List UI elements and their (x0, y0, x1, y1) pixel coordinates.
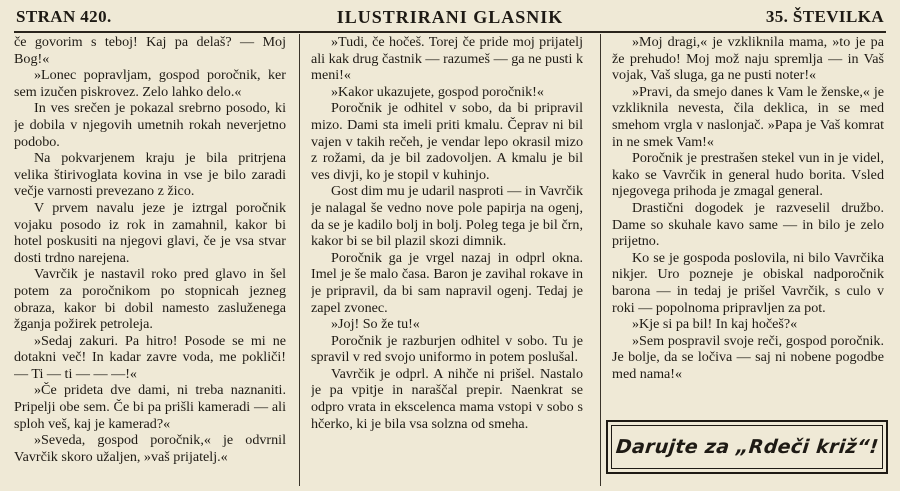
page-header (14, 5, 886, 33)
paragraph: Na pokvarjenem kraju je bila pritrjena velika štirivoglata kovina in vse je bilo zaradi večje varnosti prevezano z žico. (14, 150, 286, 200)
red-cross-advertisement (606, 420, 888, 474)
paragraph: Gost dim mu je udaril nasproti — in Vavrčik je nalagal še vedno nove pole papirja na ogenj, da se je kadilo bolj in bolj. Poleg tega je bil črn, kakor bi se bil plazil skozi dimnik. (311, 183, 583, 250)
paragraph: »Če prideta dve dami, ni treba naznaniti. Pripelji obe sem. Če bi pa prišli kameradi — ali sploh veš, kaj je kamerad?« (14, 382, 286, 432)
text-column-3 (612, 34, 884, 486)
paragraph: »Seveda, gospod poročnik,« je odvrnil Vavrčik skoro užaljen, »vaš prijatelj.« (14, 432, 286, 465)
text-column-1 (14, 34, 286, 486)
advertisement-text: Darujte za „Rdeči križ“! (614, 436, 880, 458)
paragraph: V prvem navalu jeze je iztrgal poročnik vojaku posodo iz rok in zamahnil, kakor bi hotel poskusiti na njegovi glavi, če je vsa stvar dosti trdno narejena. (14, 199, 286, 266)
column-divider (600, 34, 601, 486)
paragraph: »Moj dragi,« je vzkliknila mama, »to je pa že prehudo! Moj mož naju spremlja — in Vaš vojak, Vaš sluga, ga ne pusti noter!« (612, 34, 884, 84)
publication-title: ILUSTRIRANI GLASNIK (336, 7, 564, 27)
issue-number: 35. ŠTEVILKA (765, 7, 884, 26)
paragraph: Vavrčik je odprl. A nihče ni prišel. Nastalo je pa vpitje in naraščal prepir. Naenkrat se odpro vrata in ekscelenca mama vstopi v sobo s hčerko, ki je bila vsa solzna od smeha. (311, 365, 583, 432)
paragraph: Poročnik je odhitel v sobo, da bi pripravil mizo. Dami sta imeli priti kmalu. Čeprav ni bil vajen v takih rečeh, je vendar lepo okrasil mizo z rožami, da je bil zadovoljen. A kmalu je bil ves divji, ko je stopil v kuhinjo. (311, 100, 583, 183)
paragraph: »Sedaj zakuri. Pa hitro! Posode se mi ne dotakni več! In kadar zavre voda, me pokliči! — Ti — ti — — —!« (14, 332, 286, 382)
paragraph: Poročnik ga je vrgel nazaj in odprl okna. Imel je še malo časa. Baron je zavihal rokave in je pripravil, da bi sam napravil ogenj. Tedaj je zapel zvonec. (311, 249, 583, 316)
paragraph: »Tudi, če hočeš. Torej če pride moj prijatelj ali kak drug častnik — razumeš — ga ne pusti k meni!« (311, 34, 583, 84)
paragraph: Drastični dogodek je razveselil družbo. Dame so skuhale kavo same — in bilo je zelo prijetno. (612, 199, 884, 250)
paragraph: Ko se je gospoda poslovila, ni bilo Vavrčika nikjer. Uro pozneje je obiskal nadporočnik barona — in tedaj je prišel Vavrčik, s culo v roki — popolnoma pripravljen za pot. (612, 249, 884, 316)
paragraph: In ves srečen je pokazal srebrno posodo, ki je dobila v njegovih umetnih rokah neverjetno podobo. (14, 100, 286, 150)
paragraph: Poročnik je prestrašen stekel vun in je videl, kako se Vavrčik in general hudo borita. Vsled njegovega prihoda je zmagal general. (612, 150, 884, 200)
paragraph: če govorim s teboj! Kaj pa delaš? — Moj Bog!« (14, 34, 286, 67)
text-column-2 (311, 34, 583, 486)
paragraph: »Lonec popravljam, gospod poročnik, ker sem izučen piskrovez. Zelo lahko delo.« (14, 67, 286, 100)
paragraph: »Joj! So že tu!« (331, 316, 420, 333)
page-number: STRAN 420. (16, 7, 112, 26)
column-divider (299, 34, 300, 486)
paragraph: Poročnik je razburjen odhitel v sobo. Tu je spravil v red svojo uniformo in potem poslušal. (311, 332, 583, 366)
paragraph: Vavrčik je nastavil roko pred glavo in šel potem za poročnikom po stopnicah jezneg obraza, kakor bi dobil namesto zasluženega žganja požirek petroleja. (14, 266, 286, 333)
paragraph: »Kakor ukazujete, gospod poročnik!« (331, 83, 544, 100)
paragraph: »Kje si pa bil! In kaj hočeš?« (632, 316, 798, 333)
paragraph: »Sem pospravil svoje reči, gospod poročnik. Je bolje, da se ločiva — saj ni nobene pogodbe med nama!« (612, 332, 884, 382)
paragraph: »Pravi, da smejo danes k Vam le ženske,« je vzkliknila nevesta, čila deklica, in se med smehom vrgla v naslonjač. »Papa je Vaš komrat in ne smek Vam!« (612, 83, 884, 150)
